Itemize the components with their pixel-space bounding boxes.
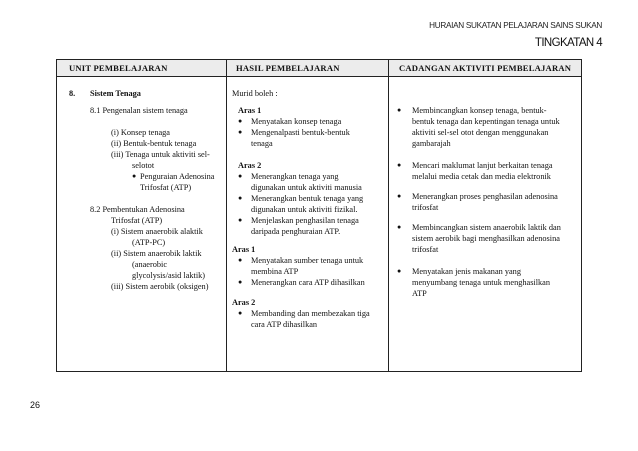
- subtopic: 8.2 Pembentukan Adenosina: [90, 205, 185, 214]
- level-heading: Aras 1: [232, 245, 256, 254]
- level-heading: Aras 1: [238, 106, 262, 115]
- bullet-icon: ●: [397, 106, 402, 114]
- outcome-item: Menerangkan bentuk tenaga yang: [251, 194, 364, 203]
- bullet-icon: ●: [397, 223, 402, 231]
- subtopic-item: Trifosfat (ATP): [140, 183, 192, 192]
- activity-item: Menerangkan proses penghasilan adenosina: [412, 192, 558, 201]
- outcome-item: Menjelaskan penghasilan tenaga: [251, 216, 359, 225]
- column-header-unit: UNIT PEMBELAJARAN: [69, 63, 168, 73]
- subtopic-item: (i) Sistem anaerobik alaktik: [111, 227, 203, 236]
- outcome-item: Menerangkan cara ATP dihasilkan: [251, 278, 365, 287]
- activity-item: Menyatakan jenis makanan yang: [412, 267, 521, 276]
- activity-item: Membincangkan sistem anaerobik laktik dan: [412, 223, 561, 232]
- outcome-item: Membanding dan membezakan tiga: [251, 309, 370, 318]
- activity-item: melalui media cetak dan media elektronik: [412, 172, 551, 181]
- subtopic-item: (i) Konsep tenaga: [111, 128, 170, 137]
- bullet-icon: ●: [238, 128, 243, 136]
- activity-item: aktiviti sel-sel otot dengan menggunakan: [412, 128, 549, 137]
- subtopic-item: Penguraian Adenosina: [140, 172, 215, 181]
- bullet-icon: ●: [397, 161, 402, 169]
- subtopic: Trifosfat (ATP): [111, 216, 163, 225]
- outcome-item: tenaga: [251, 139, 273, 148]
- column-divider: [226, 60, 227, 371]
- subtopic: 8.1 Pengenalan sistem tenaga: [90, 106, 188, 115]
- activity-item: Mencari maklumat lanjut berkaitan tenaga: [412, 161, 553, 170]
- outcome-item: digunakan untuk aktiviti fizikal.: [251, 205, 358, 214]
- bullet-icon: ●: [238, 117, 243, 125]
- page-number: 26: [30, 400, 41, 410]
- column-header-hasil: HASIL PEMBELAJARAN: [236, 63, 340, 73]
- subtopic-item: (iii) Tenaga untuk aktiviti sel-: [111, 150, 210, 159]
- bullet-icon: ●: [397, 267, 402, 275]
- bullet-icon: ●: [132, 172, 137, 180]
- subtopic-item: (ii) Bentuk-bentuk tenaga: [111, 139, 197, 148]
- bullet-icon: ●: [238, 256, 243, 264]
- outcome-item: daripada penghuraian ATP.: [251, 227, 341, 236]
- outcome-item: Menyatakan sumber tenaga untuk: [251, 256, 364, 265]
- activity-item: sistem aerobik bagi menghasilkan adenosina: [412, 234, 560, 243]
- outcome-item: cara ATP dihasilkan: [251, 320, 318, 329]
- subtopic-item: (iii) Sistem aerobik (oksigen): [111, 282, 209, 291]
- outcome-item: Menerangkan tenaga yang: [251, 172, 339, 181]
- header-form: TINGKATAN 4: [534, 37, 602, 49]
- activity-item: Membincangkan konsep tenaga, bentuk-: [412, 106, 547, 115]
- outcome-item: Menyatakan konsep tenaga: [251, 117, 342, 126]
- bullet-icon: ●: [238, 194, 243, 202]
- level-heading: Aras 2: [238, 161, 262, 170]
- activity-item: bentuk tenaga dan kepentingan tenaga untuk: [412, 117, 560, 126]
- header-subject: HURAIAN SUKATAN PELAJARAN SAINS SUKAN: [429, 21, 602, 30]
- syllabus-table: [56, 59, 582, 372]
- intro-text: Murid boleh :: [232, 89, 278, 98]
- activity-item: gambarajah: [412, 139, 451, 148]
- bullet-icon: ●: [238, 172, 243, 180]
- outcome-item: digunakan untuk aktiviti manusia: [251, 183, 362, 192]
- bullet-icon: ●: [397, 192, 402, 200]
- column-divider: [388, 60, 389, 371]
- bullet-icon: ●: [238, 278, 243, 286]
- outcome-item: membina ATP: [251, 267, 299, 276]
- bullet-icon: ●: [238, 309, 243, 317]
- activity-item: trifosfat: [412, 245, 439, 254]
- activity-item: trifosfat: [412, 203, 439, 212]
- bullet-icon: ●: [238, 216, 243, 224]
- unit-title: Sistem Tenaga: [90, 89, 141, 98]
- activity-item: menyumbang tenaga untuk menghasilkan: [412, 278, 551, 287]
- subtopic-item: selotot: [132, 161, 155, 170]
- unit-number: 8.: [69, 89, 76, 98]
- outcome-item: Mengenalpasti bentuk-bentuk: [251, 128, 350, 137]
- subtopic-item: (ii) Sistem anaerobik laktik: [111, 249, 202, 258]
- level-heading: Aras 2: [232, 298, 256, 307]
- subtopic-item: glycolysis/asid laktik): [132, 271, 206, 280]
- activity-item: ATP: [412, 289, 427, 298]
- subtopic-item: (anaerobic: [132, 260, 168, 269]
- column-header-aktiviti: CADANGAN AKTIVITI PEMBELAJARAN: [399, 63, 572, 73]
- subtopic-item: (ATP-PC): [132, 238, 166, 247]
